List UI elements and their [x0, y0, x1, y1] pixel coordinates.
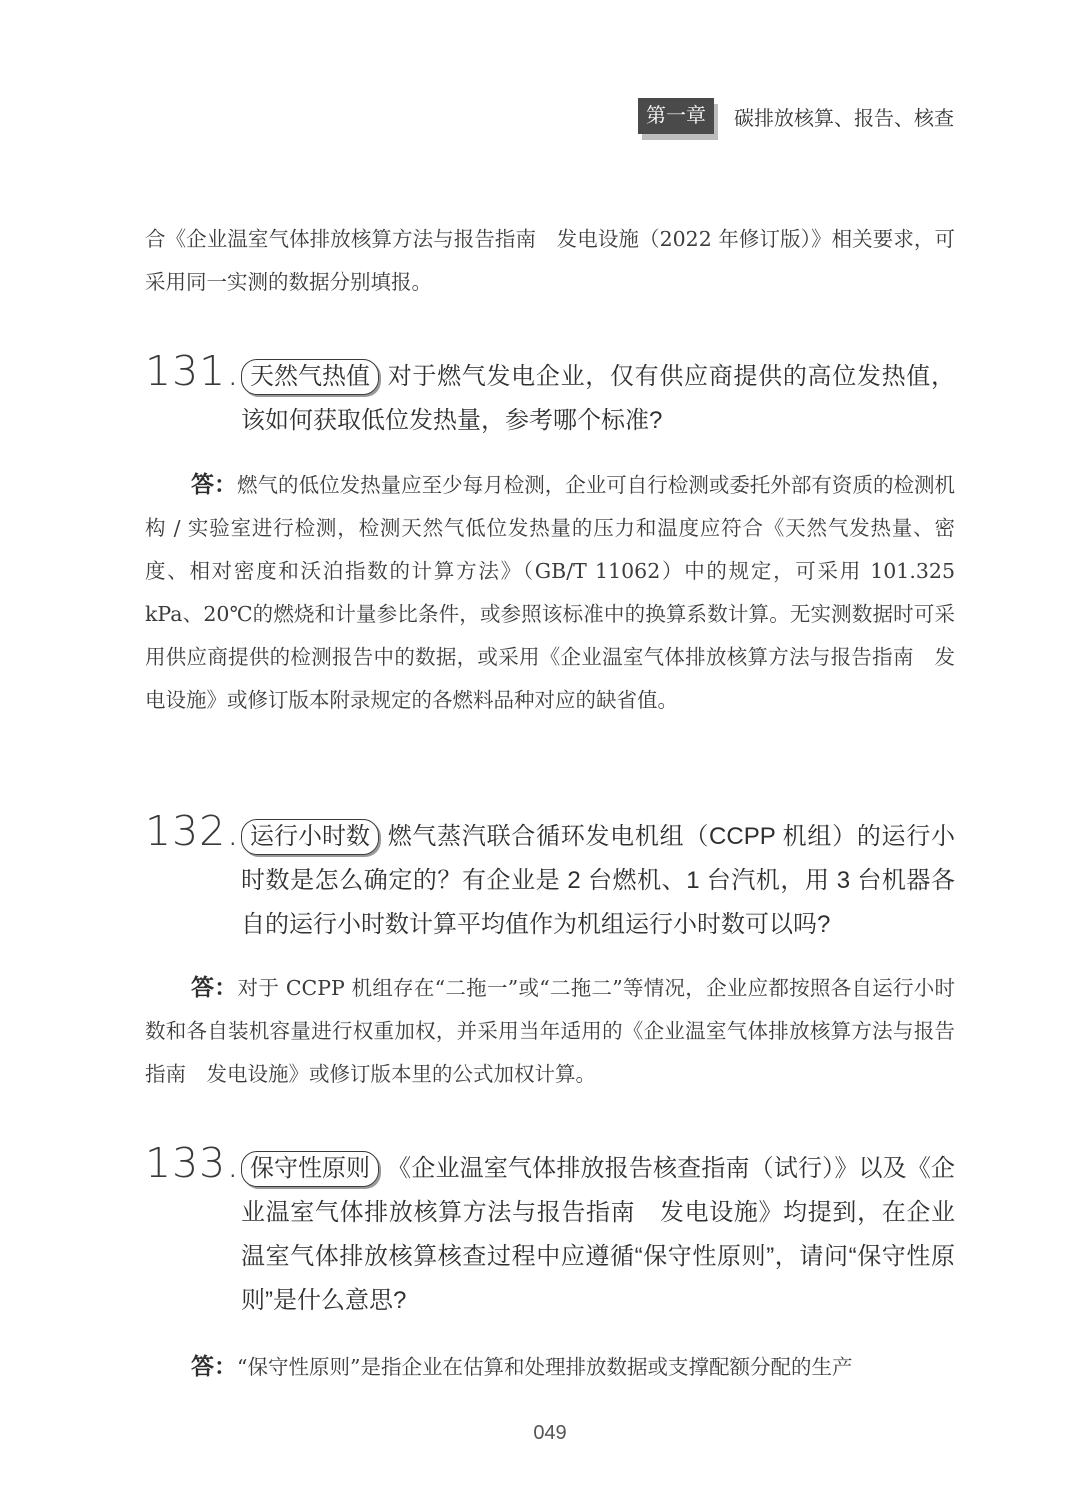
answer-132 [145, 966, 955, 1096]
question-131 [145, 347, 955, 443]
question-text: 对于燃气发电企业，仅有供应商提供的高位发热值，该如何获取低位发热量，参考哪个标准? [241, 363, 955, 434]
question-number: 133. [145, 1139, 241, 1187]
topic-tag: 保守性原则 [241, 1151, 379, 1187]
question-text-block [241, 815, 955, 947]
question-text: 《企业温室气体排放报告核查指南（试行）》以及《企业温室气体排放核算方法与报告指南 发电设施》均提到，在企业温室气体排放核算核查过程中应遵循“保守性原则”，请问“保守性原则”是什么意思? [241, 1155, 955, 1314]
answer-text: 燃气的低位发热量应至少每月检测，企业可自行检测或委托外部有资质的检测机构 / 实验室进行检测，检测天然气低位发热量的压力和温度应符合《天然气发热量、密度、相对密度和沃泊指数的计算方法》（GB/T 11062）中的规定，可采用 101.325 kPa、20℃的燃烧和计量参比条件，或参照该标准中的换算系数计算。无实测数据时可采用供应商提供的检测报告中的数据，或采用《企业温室气体排放核算方法与报告指南 发电设施》或修订版本附录规定的各燃料品种对应的缺省值。 [145, 473, 956, 712]
question-132 [145, 807, 955, 947]
chapter-title: 碳排放核算、报告、核查 [734, 107, 954, 130]
question-text: 燃气蒸汽联合循环发电机组（CCPP 机组）的运行小时数是怎么确定的？有企业是 2 台燃机、1 台汽机，用 3 台机器各自的运行小时数计算平均值作为机组运行小时数可以吗? [241, 823, 955, 938]
answer-text: 对于 CCPP 机组存在“二拖一”或“二拖二”等情况，企业应都按照各自运行小时数和各自装机容量进行权重加权，并采用当年适用的《企业温室气体排放核算方法与报告指南 发电设施》或修订版本里的公式加权计算。 [145, 976, 956, 1086]
answer-label: 答： [191, 1353, 237, 1379]
question-text-block [241, 355, 955, 443]
topic-tag: 运行小时数 [241, 819, 379, 855]
question-133 [145, 1139, 955, 1323]
chapter-header [638, 98, 954, 134]
answer-131 [145, 463, 955, 722]
answer-label: 答： [191, 974, 238, 1000]
page-number: 049 [533, 1422, 567, 1444]
chapter-badge: 第一章 [638, 98, 714, 134]
question-number: 131. [145, 347, 241, 395]
question-text-block [241, 1147, 955, 1323]
topic-tag: 天然气热值 [241, 359, 379, 395]
intro-paragraph: 合《企业温室气体排放核算方法与报告指南 发电设施（2022 年修订版）》相关要求，可采用同一实测的数据分别填报。 [145, 227, 955, 294]
answer-text: “保守性原则”是指企业在估算和处理排放数据或支撑配额分配的生产 [237, 1355, 853, 1379]
question-number: 132. [145, 807, 241, 855]
answer-133 [145, 1345, 955, 1389]
answer-label: 答： [191, 471, 238, 497]
